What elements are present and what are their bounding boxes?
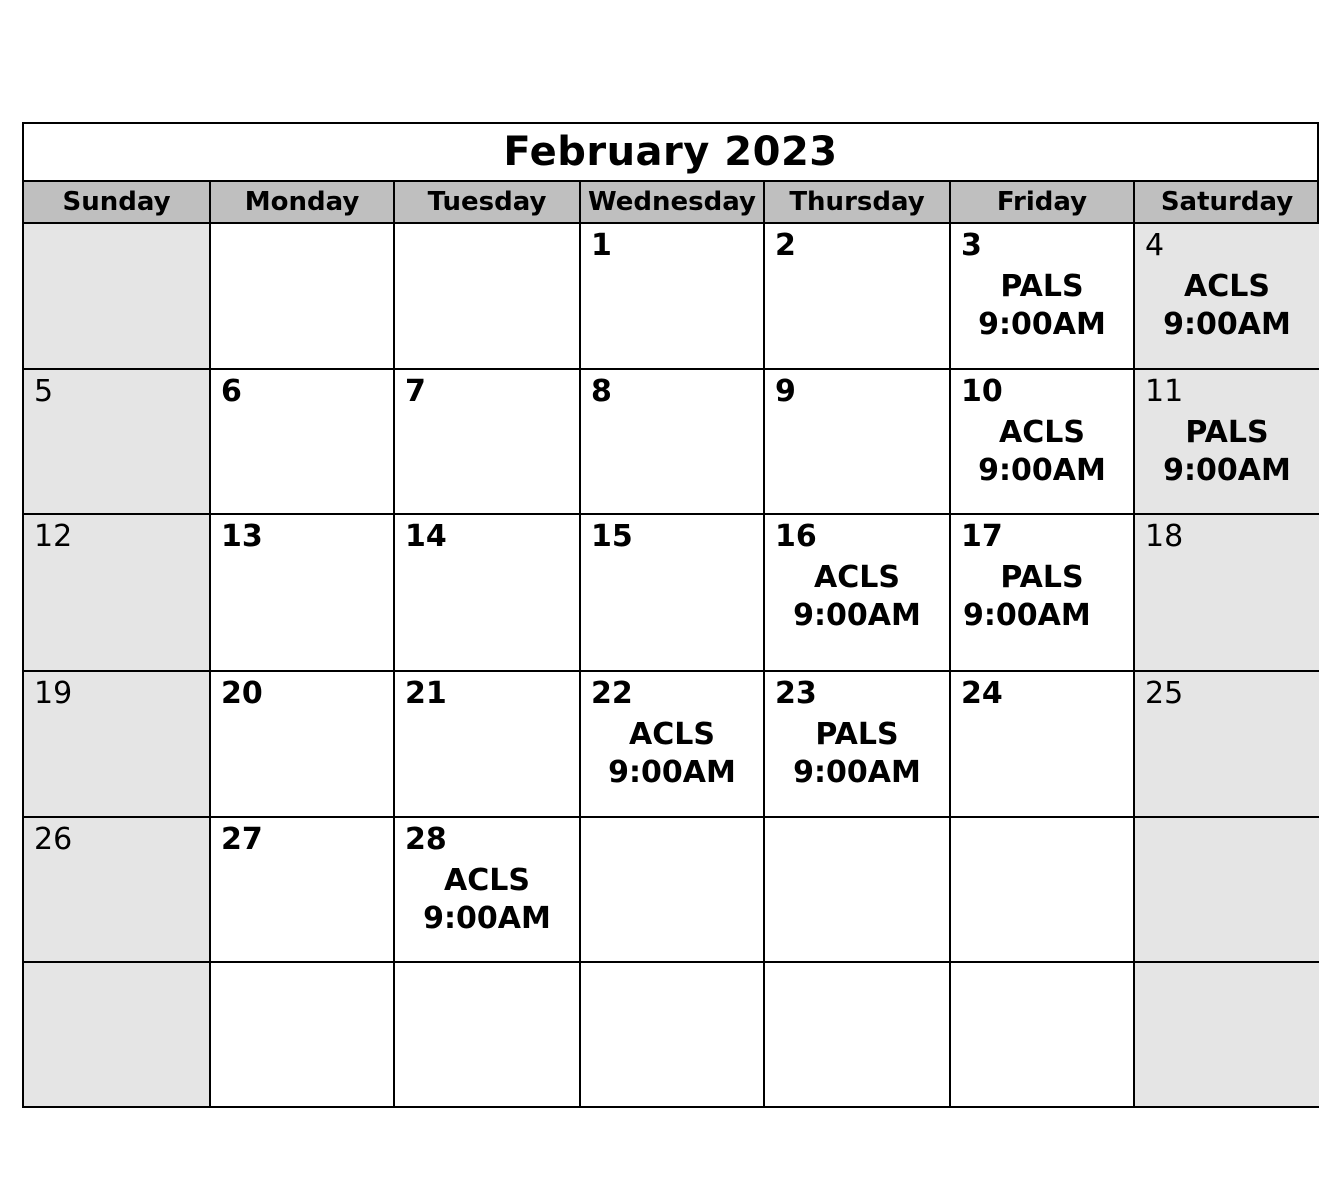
day-number: 16 — [775, 519, 817, 554]
calendar-day-cell[interactable] — [579, 515, 763, 670]
calendar-week-row — [24, 963, 1317, 1106]
calendar-week-row — [24, 818, 1317, 963]
calendar-day-cell[interactable] — [209, 515, 393, 670]
event-name: PALS — [1000, 560, 1084, 595]
day-number: 22 — [591, 676, 633, 711]
day-number: 25 — [1145, 676, 1184, 711]
calendar-day-cell[interactable] — [209, 672, 393, 816]
calendar-day-cell[interactable] — [393, 370, 579, 513]
calendar-day-cell[interactable] — [209, 370, 393, 513]
weekday-header-friday: Friday — [949, 182, 1133, 222]
calendar-day-cell[interactable] — [763, 672, 949, 816]
calendar-day-cell[interactable] — [763, 818, 949, 961]
calendar-day-cell[interactable] — [579, 224, 763, 368]
weekday-header-sunday: Sunday — [62, 187, 171, 217]
event-time: 9:00AM — [423, 901, 551, 936]
event-time: 9:00AM — [793, 755, 921, 790]
calendar-day-cell[interactable] — [949, 370, 1133, 513]
calendar-grid — [24, 224, 1317, 1106]
calendar-day-cell[interactable] — [949, 963, 1133, 1106]
calendar-day-cell[interactable] — [393, 515, 579, 670]
event-time: 9:00AM — [1163, 307, 1291, 342]
calendar-day-cell[interactable] — [1133, 672, 1319, 816]
event-time: 9:00AM — [978, 307, 1106, 342]
calendar-day-cell[interactable] — [1133, 818, 1319, 961]
day-number: 23 — [775, 676, 817, 711]
calendar-day-cell[interactable] — [393, 818, 579, 961]
weekday-header-row — [24, 182, 1317, 224]
weekday-header-wednesday: Wednesday — [579, 182, 763, 222]
calendar-day-cell[interactable] — [24, 818, 209, 961]
calendar-day-cell[interactable] — [579, 672, 763, 816]
calendar-event[interactable] — [951, 268, 1133, 344]
calendar-event[interactable] — [1135, 268, 1319, 344]
calendar-day-cell[interactable] — [949, 224, 1133, 368]
day-number: 5 — [34, 374, 54, 409]
day-number: 10 — [961, 374, 1003, 409]
calendar-day-cell[interactable] — [1133, 224, 1319, 368]
calendar-day-cell[interactable] — [393, 672, 579, 816]
calendar-day-cell[interactable] — [579, 963, 763, 1106]
calendar-day-cell[interactable] — [24, 672, 209, 816]
event-time: 9:00AM — [1163, 453, 1291, 488]
day-number: 18 — [1145, 519, 1184, 554]
weekday-header-monday: Monday — [209, 182, 393, 222]
calendar-event[interactable] — [581, 716, 763, 792]
calendar-event[interactable] — [951, 559, 1133, 635]
day-number: 20 — [221, 676, 263, 711]
day-number: 4 — [1145, 228, 1165, 263]
weekday-header-thursday: Thursday — [763, 182, 949, 222]
calendar-day-cell[interactable] — [24, 370, 209, 513]
calendar-day-cell[interactable] — [24, 515, 209, 670]
event-name: ACLS — [629, 717, 715, 752]
calendar-day-cell[interactable] — [209, 818, 393, 961]
day-number: 7 — [405, 374, 426, 409]
day-number: 11 — [1145, 374, 1184, 409]
event-time: 9:00AM — [608, 755, 736, 790]
calendar-week-row — [24, 672, 1317, 818]
day-number: 12 — [34, 519, 73, 554]
day-number: 2 — [775, 228, 796, 263]
day-number: 24 — [961, 676, 1003, 711]
calendar-day-cell[interactable] — [763, 515, 949, 670]
calendar-event[interactable] — [395, 862, 579, 938]
day-number: 13 — [221, 519, 263, 554]
day-number: 26 — [34, 822, 73, 857]
calendar-title: February 2023 — [24, 124, 1317, 182]
event-name: PALS — [1185, 415, 1269, 450]
calendar-event[interactable] — [1135, 414, 1319, 490]
day-number: 27 — [221, 822, 263, 857]
calendar-week-row — [24, 370, 1317, 515]
calendar-day-cell[interactable] — [209, 224, 393, 368]
day-number: 19 — [34, 676, 73, 711]
event-time: 9:00AM — [963, 598, 1091, 633]
day-number: 21 — [405, 676, 447, 711]
day-number: 17 — [961, 519, 1003, 554]
calendar-day-cell[interactable] — [949, 818, 1133, 961]
calendar-day-cell[interactable] — [579, 370, 763, 513]
calendar-week-row — [24, 515, 1317, 672]
calendar-day-cell[interactable] — [393, 963, 579, 1106]
event-name: ACLS — [999, 415, 1085, 450]
calendar-day-cell[interactable] — [24, 963, 209, 1106]
day-number: 3 — [961, 228, 982, 263]
event-name: ACLS — [1184, 269, 1270, 304]
day-number: 15 — [591, 519, 633, 554]
event-name: PALS — [1000, 269, 1084, 304]
weekday-header-saturday: Saturday — [1133, 182, 1319, 222]
calendar-day-cell[interactable] — [763, 963, 949, 1106]
calendar-day-cell[interactable] — [763, 224, 949, 368]
calendar-day-cell[interactable] — [763, 370, 949, 513]
calendar-day-cell[interactable] — [393, 224, 579, 368]
calendar-day-cell[interactable] — [579, 818, 763, 961]
calendar-day-cell[interactable] — [1133, 963, 1319, 1106]
event-time: 9:00AM — [978, 453, 1106, 488]
event-name: ACLS — [814, 560, 900, 595]
calendar-event[interactable] — [765, 716, 949, 792]
day-number: 28 — [405, 822, 447, 857]
day-number: 14 — [405, 519, 447, 554]
calendar-day-cell[interactable] — [949, 672, 1133, 816]
calendar-day-cell[interactable] — [209, 963, 393, 1106]
calendar-day-cell[interactable] — [24, 224, 209, 368]
calendar-day-cell[interactable] — [949, 515, 1133, 670]
calendar-event[interactable] — [951, 414, 1133, 490]
weekday-header-tuesday: Tuesday — [393, 182, 579, 222]
day-number: 8 — [591, 374, 612, 409]
event-name: PALS — [815, 717, 899, 752]
calendar — [22, 122, 1319, 1108]
calendar-event[interactable] — [765, 559, 949, 635]
calendar-week-row — [24, 224, 1317, 370]
calendar-day-cell[interactable] — [1133, 370, 1319, 513]
day-number: 9 — [775, 374, 796, 409]
calendar-day-cell[interactable] — [1133, 515, 1319, 670]
event-time: 9:00AM — [793, 598, 921, 633]
day-number: 1 — [591, 228, 612, 263]
day-number: 6 — [221, 374, 242, 409]
event-name: ACLS — [444, 863, 530, 898]
